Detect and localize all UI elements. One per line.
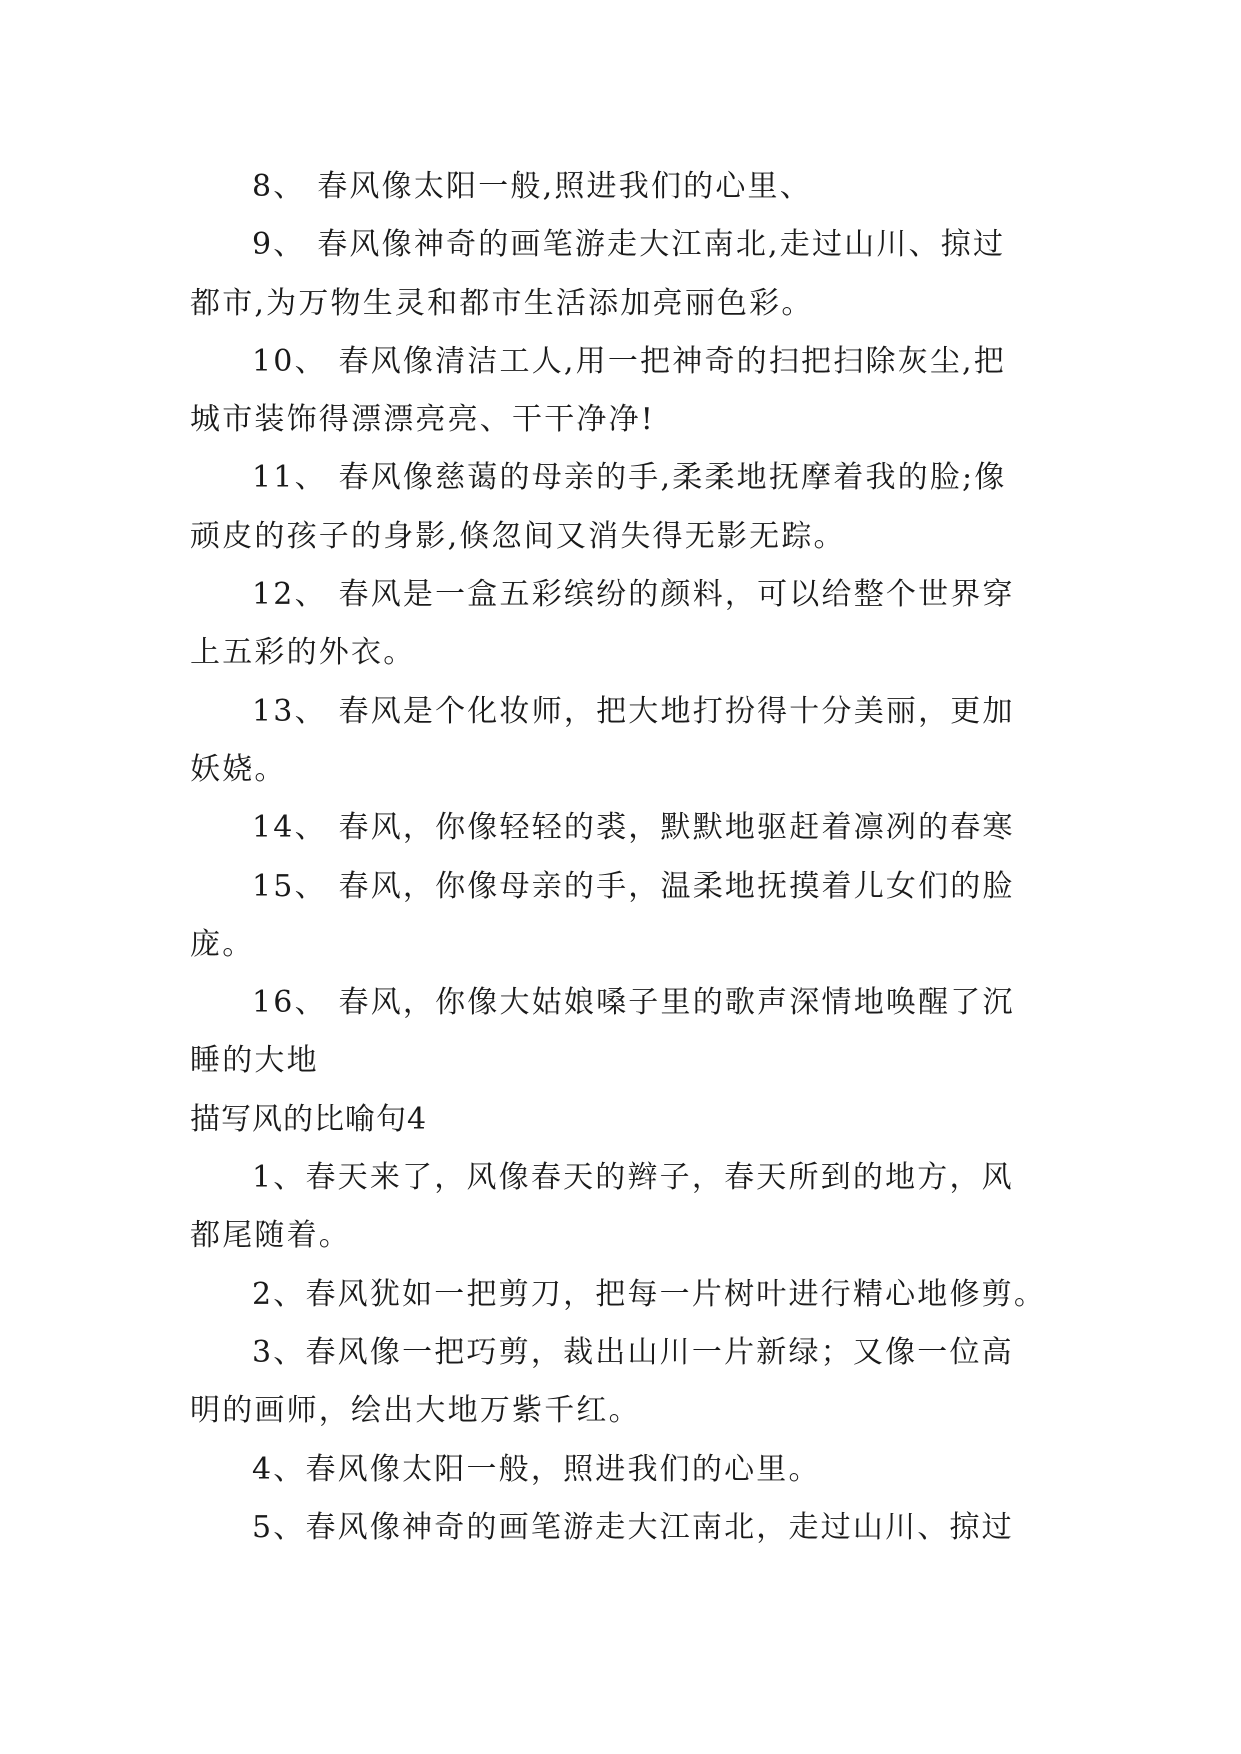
text-line: 4、春风像太阳一般，照进我们的心里。 [252,1451,821,1487]
text-line: 1、春天来了，风像春天的辫子，春天所到的地方，风 [252,1160,1014,1196]
text-line: 14、 春风，你像轻轻的裘，默默地驱赶着凛冽的春寒 [252,810,1015,846]
text-line: 9、 春风像神奇的画笔游走大江南北,走过山川、掠过 [252,227,1006,263]
section-heading: 描写风的比喻句4 [190,1101,428,1137]
text-line: 16、 春风，你像大姑娘嗓子里的歌声深情地唤醒了沉 [252,985,1015,1021]
text-line: 2、春风犹如一把剪刀，把每一片树叶进行精心地修剪。 [252,1276,1047,1312]
document-body [190,158,1050,1557]
text-line: 都尾随着。 [190,1218,351,1254]
text-line: 上五彩的外衣。 [190,635,416,671]
text-line: 5、春风像神奇的画笔游走大江南北，走过山川、掠过 [252,1509,1014,1545]
paragraphs-after-heading [190,1149,1050,1557]
text-line: 8、 春风像太阳一般,照进我们的心里、 [252,169,812,204]
text-line: 明的画师，绘出大地万紫千红。 [190,1393,641,1429]
text-line: 睡的大地 [190,1043,319,1079]
text-line: 10、 春风像清洁工人,用一把神奇的扫把扫除灰尘,把 [252,343,1006,379]
text-line: 顽皮的孩子的身影,倏忽间又消失得无影无踪。 [190,518,846,554]
text-line: 城市装饰得漂漂亮亮、干干净净! [190,402,656,438]
text-line: 3、春风像一把巧剪，裁出山川一片新绿；又像一位高 [252,1334,1014,1370]
text-line: 妖娆。 [190,751,287,787]
paragraphs-before-heading [190,158,1050,1091]
text-line: 12、 春风是一盒五彩缤纷的颜料，可以给整个世界穿 [252,577,1015,613]
text-line: 11、 春风像慈蔼的母亲的手,柔柔地抚摩着我的脸;像 [252,460,1007,496]
text-line: 都市,为万物生灵和都市生活添加亮丽色彩。 [190,285,814,321]
text-line: 15、 春风，你像母亲的手，温柔地抚摸着儿女们的脸 [252,868,1015,904]
text-line: 13、 春风是个化妆师，把大地打扮得十分美丽，更加 [252,693,1015,729]
text-line: 庞。 [190,926,255,962]
